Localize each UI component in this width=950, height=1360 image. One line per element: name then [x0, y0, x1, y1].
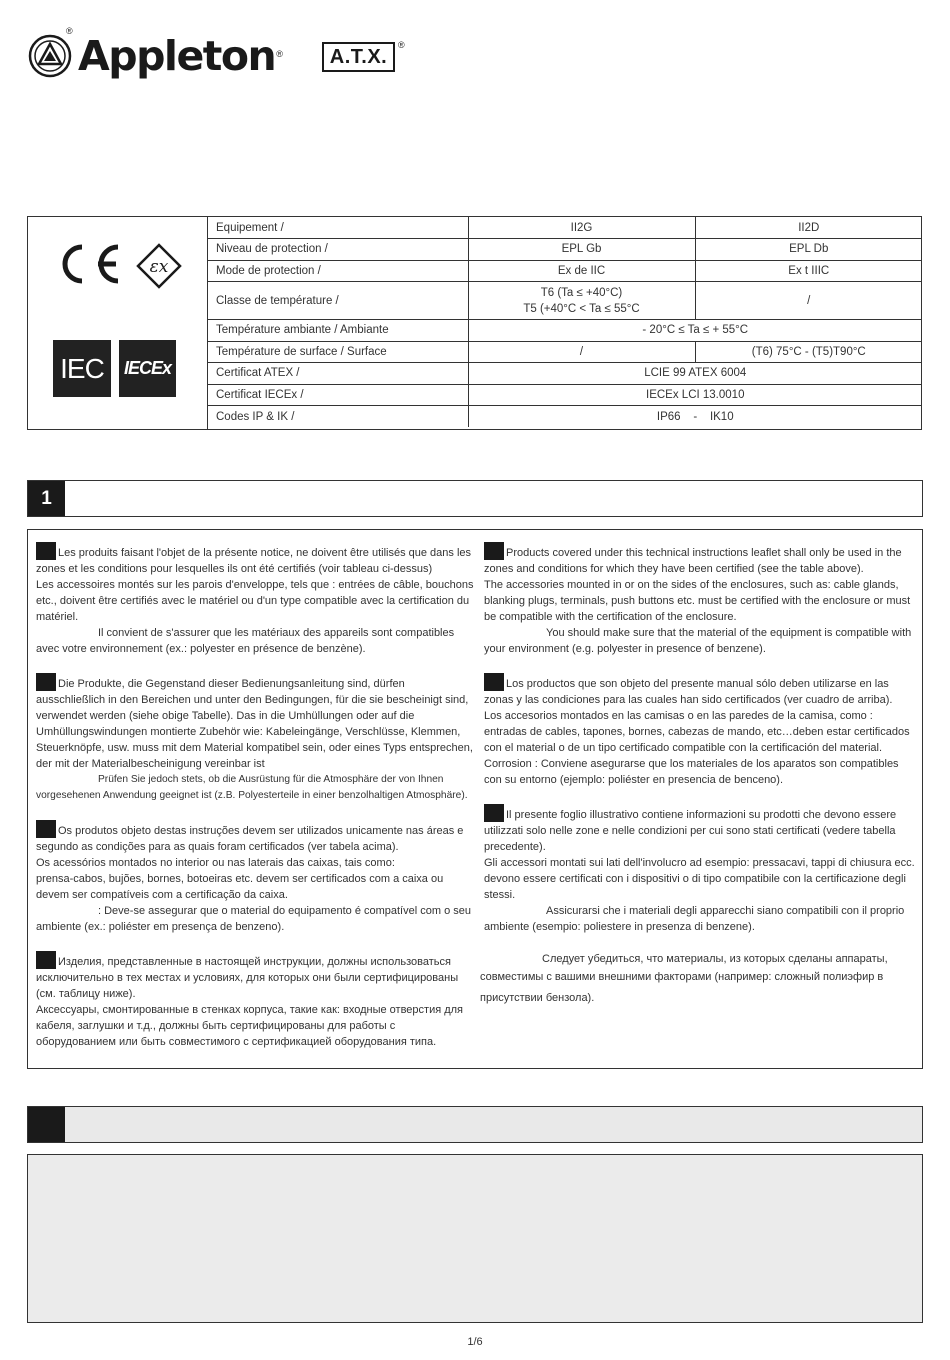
- text: You should make sure that the material of the equipment is compatible with: [546, 627, 912, 639]
- row-label: Mode de protection /: [208, 260, 468, 282]
- table-row: [208, 406, 922, 428]
- table-row: [208, 217, 922, 239]
- text: Assicurarsi che i materiali degli apparecchi siano compatibili con il proprio: [546, 905, 905, 917]
- gas-cell: EPL Gb: [468, 239, 695, 261]
- value-cell: - 20°C ≤ Ta ≤ + 55°C: [468, 320, 922, 342]
- text: prensa-cabos, bujões, bornes, botoeiras etc. devem ser certificados com a caixa ou devem ser compatíveis com a certificação da caixa.: [36, 873, 444, 901]
- paragraph-it: [484, 804, 918, 935]
- section-2-header: [27, 1106, 923, 1143]
- text: Il presente foglio illustrativo contiene informazioni su prodotti che devono essere utilizzati solo nelle zone e nelle condizioni per cui sono stati certificati (vedere tabella precedente).: [484, 809, 897, 853]
- atx-logo: [322, 42, 395, 72]
- iecex-label: IECEx: [123, 358, 172, 378]
- section-2-content: [27, 1154, 923, 1323]
- brand-name: Appleton: [78, 31, 276, 80]
- iec-label: IEC: [60, 352, 104, 384]
- section-number-block: [28, 1107, 65, 1142]
- paragraph-ru-note: [480, 951, 918, 1009]
- left-column: [36, 542, 476, 1066]
- dust-cell: Ex t IIIC: [695, 260, 922, 282]
- text: Os produtos objeto destas instruções devem ser utilizados unicamente nas áreas e segundo as condições para as quais foram certificados (ver tabela acima).: [36, 825, 464, 853]
- gas-cell: II2G: [468, 217, 695, 239]
- gas-line: T6 (Ta ≤ +40°C): [540, 286, 623, 299]
- table-row: [208, 363, 922, 385]
- certification-logos: [28, 217, 208, 429]
- svg-text:εx: εx: [149, 257, 169, 277]
- table-row: [208, 341, 922, 363]
- section-number: 1: [28, 481, 65, 516]
- text: Products covered under this technical instructions leaflet shall only be used in the zones and conditions for which they have been certified (see the table above).: [484, 547, 902, 575]
- text: Corrosion : Conviene asegurarse que los materiales de los aparatos son compatibles con su entorno (ejemplo: poliéster en presencia de benceno).: [484, 758, 899, 786]
- text: ambiente (esempio: poliestere in presenza di benzene).: [484, 921, 755, 933]
- text: присутствии бензола).: [480, 992, 595, 1004]
- text: The accessories mounted in or on the sides of the enclosures, such as: cable glands, blanking plugs, terminals, push buttons etc. must be certified with the enclosure or must be compatible with the certification of the enclosure.: [484, 579, 911, 623]
- appleton-emblem-icon: [28, 34, 72, 78]
- table-row: [208, 239, 922, 261]
- registered-mark: ®: [276, 49, 283, 59]
- row-label: Equipement /: [208, 217, 468, 239]
- section-1-header: [27, 480, 923, 517]
- dust-cell: EPL Db: [695, 239, 922, 261]
- text: Il convient de s'assurer que les matériaux des appareils sont compatibles: [98, 627, 455, 639]
- dust-cell: II2D: [695, 217, 922, 239]
- dust-cell: (T6) 75°C - (T5)T90°C: [695, 341, 922, 363]
- page-number: 1/6: [467, 1336, 483, 1348]
- row-label: Niveau de protection /: [208, 239, 468, 261]
- certification-table: [208, 217, 922, 427]
- gas-line: T5 (+40°C < Ta ≤ 55°C: [523, 302, 640, 315]
- row-label: Température ambiante / Ambiante: [208, 320, 468, 342]
- text: Los accesorios montados en las camisas o en las paredes de la camisa, como : entradas de cables, tapones, bornes, cabezas de mando, etc…deben estar certificados con el material o de un tipo certificado compatible con la certificación del material.: [484, 710, 910, 754]
- row-label: Codes IP & IK /: [208, 406, 468, 428]
- paragraph-ru: [36, 951, 476, 1050]
- row-label: Température de surface / Surface: [208, 341, 468, 363]
- value-cell: IP66 - IK10: [468, 406, 922, 428]
- atx-label: A.T.X.: [329, 45, 388, 68]
- text: Аксессуары, смонтированные в стенках корпуса, такие как: входные отверстия для кабеля, заглушки и т.д., должны быть сертифицированы для работы с оборудованием или быть совместимого с сертификацией оборудования типа.: [36, 1004, 464, 1048]
- flag-placeholder-icon: [36, 820, 56, 838]
- text: : Deve-se assegurar que o material do equipamento é compatível com o seu: [98, 905, 471, 917]
- text: Следует убедиться, что материалы, из которых сделаны аппараты,: [542, 953, 888, 965]
- text: Os acessórios montados no interior ou nas laterais das caixas, tais como:: [36, 857, 395, 869]
- text: Die Produkte, die Gegenstand dieser Bedienungsanleitung sind, dürfen ausschließlich in den Bereichen und unter den Bedingungen, für die sie bescheinigt sind, verwendet werden (siehe obige Tabelle). Das in die Umhüllungen oder auf die Umhüllungswindungen montierte Zubehör wie: Kabeleingänge, Verschlüsse, Klemmen, Steuerknöpfe, usw. muss mit dem Material kompatibel sein, oder eines Typs entsprechen, der mit der Materialbescheinigung vereinbar ist: [36, 678, 473, 770]
- right-column: [480, 542, 918, 1025]
- flag-placeholder-icon: [36, 951, 56, 969]
- text: Les produits faisant l'objet de la présente notice, ne doivent être utilisés que dans les zones et les conditions pour lesquelles ils ont été certifiés (voir tableau ci-dessus): [36, 547, 472, 575]
- registered-mark: ®: [66, 26, 73, 36]
- gas-cell: [468, 282, 695, 320]
- text: Los productos que son objeto del presente manual sólo deben utilizarse en las zonas y las condiciones para las cuales han sido certificados (ver cuadro de arriba).: [484, 678, 893, 706]
- text: vorgesehenen Anwendung geeignet ist (z.B. Polyesterteile in einer benzolhaltigen Atmosphäre).: [36, 790, 468, 801]
- paragraph-fr: [36, 542, 476, 657]
- safety-instructions-block: [27, 529, 923, 1069]
- paragraph-en: [484, 542, 918, 657]
- flag-placeholder-icon: [36, 673, 56, 691]
- paragraph-pt: [36, 820, 476, 935]
- paragraph-de: [36, 673, 476, 804]
- atex-ex-icon: [136, 243, 182, 289]
- table-row: [208, 260, 922, 282]
- flag-placeholder-icon: [484, 804, 504, 822]
- gas-cell: /: [468, 341, 695, 363]
- dust-cell: /: [695, 282, 922, 320]
- value-cell: IECEx LCI 13.0010: [468, 384, 922, 406]
- text: ambiente (ex.: poliéster em presença de benzeno).: [36, 921, 285, 933]
- row-label: Classe de température /: [208, 282, 468, 320]
- table-row: [208, 384, 922, 406]
- paragraph-es: [484, 673, 918, 788]
- text: your environment (e.g. polyester in presence of benzene).: [484, 643, 766, 655]
- iec-logo: [53, 340, 111, 397]
- text: avec votre environnement (ex.: polyester en présence de benzène).: [36, 643, 366, 655]
- row-label: Certificat IECEx /: [208, 384, 468, 406]
- row-label: Certificat ATEX /: [208, 363, 468, 385]
- certification-block: [27, 216, 922, 430]
- text: Gli accessori montati sui lati dell'involucro ad esempio: pressacavi, tappi di chiusura ecc. devono essere certificati con i dispositivi o di tipo compatibile con la certificazione degli stessi.: [484, 857, 915, 901]
- appleton-logo: [28, 28, 283, 84]
- registered-mark: ®: [398, 40, 405, 50]
- text: совместимы с вашими внешними факторами (например: сложный полиэфир в: [480, 971, 884, 983]
- text: Изделия, представленные в настоящей инструкции, должны использоваться исключительно в тех местах и условиях, для которых они были сертифицированы (см. таблицу ниже).: [36, 956, 459, 1000]
- flag-placeholder-icon: [484, 673, 504, 691]
- gas-cell: Ex de IIC: [468, 260, 695, 282]
- ce-mark-icon: [50, 243, 122, 285]
- flag-placeholder-icon: [36, 542, 56, 560]
- text: Prüfen Sie jedoch stets, ob die Ausrüstung für die Atmosphäre der von Ihnen: [98, 774, 444, 785]
- flag-placeholder-icon: [484, 542, 504, 560]
- text: Les accessoires montés sur les parois d'enveloppe, tels que : entrées de câble, bouchons etc., doivent être certifiés avec le matériel ou d'un type compatible avec la certification du matériel.: [36, 579, 474, 623]
- table-row: [208, 320, 922, 342]
- value-cell: LCIE 99 ATEX 6004: [468, 363, 922, 385]
- iecex-logo: [119, 340, 176, 397]
- table-row: [208, 282, 922, 320]
